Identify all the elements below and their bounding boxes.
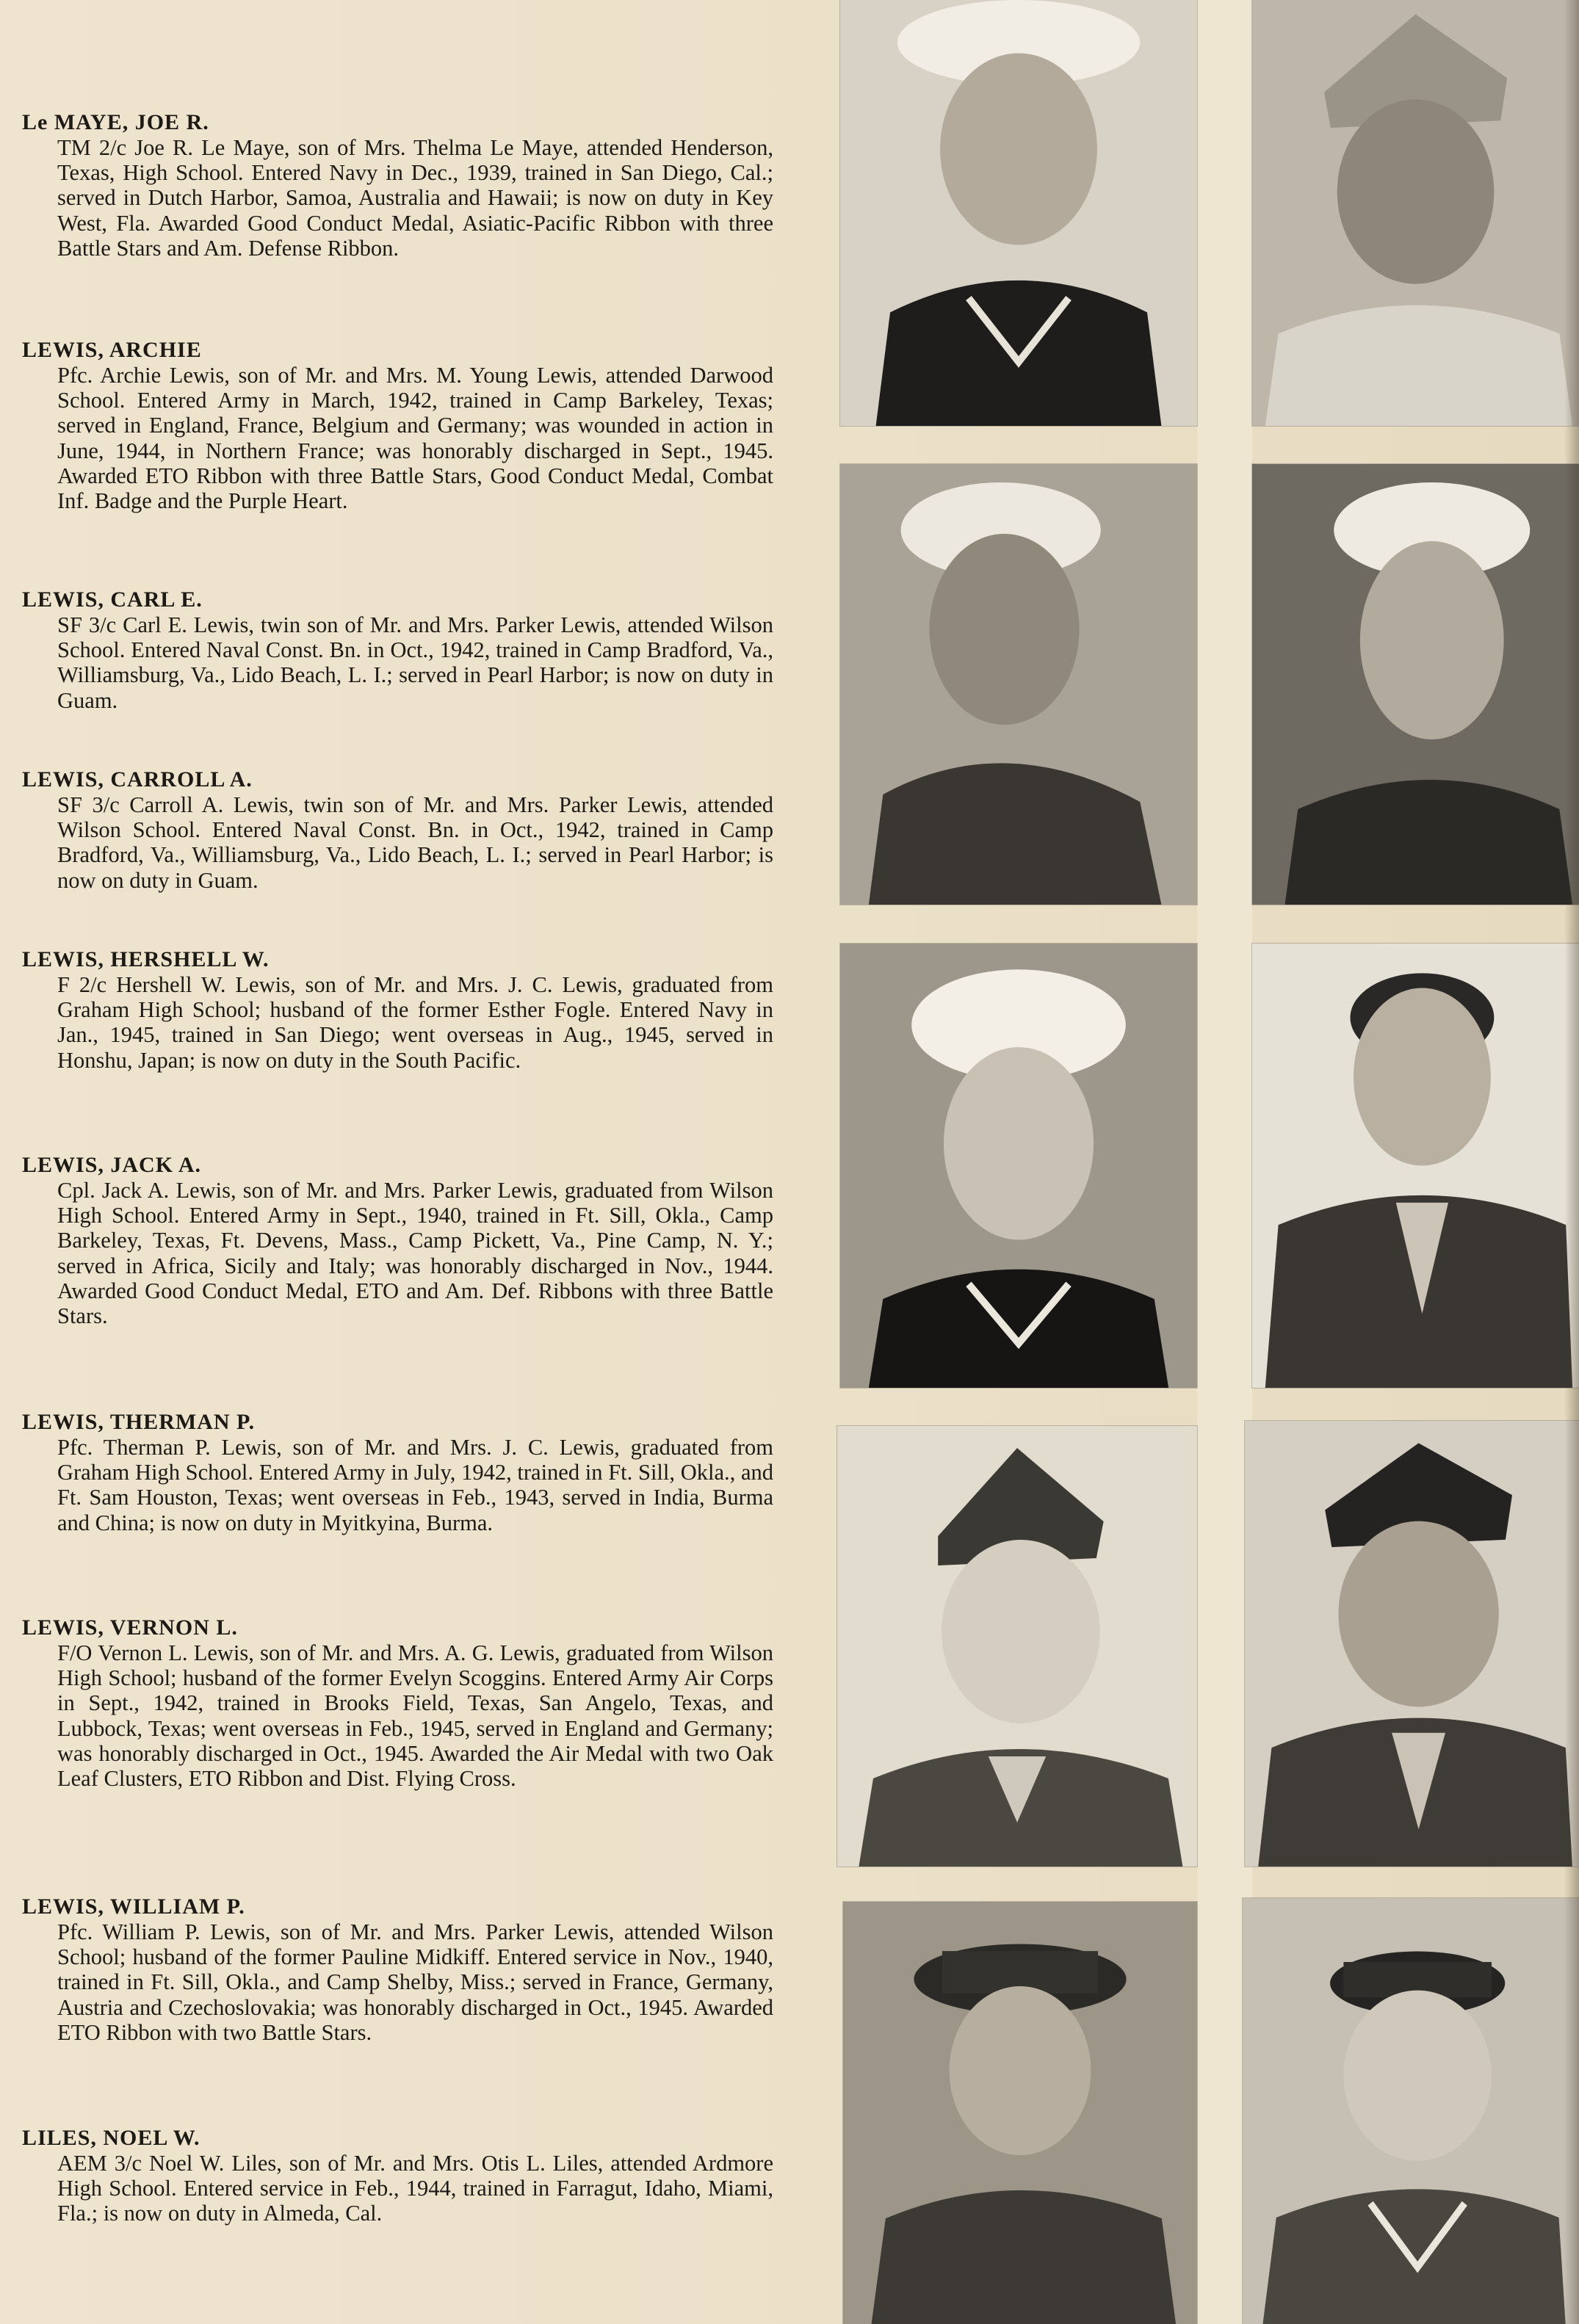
portrait-photo-liles-noel [1243, 1898, 1579, 2324]
soldier-portrait-icon [1245, 1421, 1579, 1867]
entry-body: F 2/c Hershell W. Lewis, son of Mr. and Mrs. J. C. Lewis, graduated from Graham High School; husband of the former Esther Fogle. Entered Navy in Jan., 1945, trained in San Diego; went overseas in Aug., 1945, served in Honshu, Japan; is now on duty in the South Pacific. [57, 972, 773, 1073]
portrait-photo-lewis-carroll [1252, 464, 1579, 905]
entry-name: LEWIS, VERNON L. [22, 1615, 238, 1640]
page-spine-shadow [1564, 0, 1579, 2324]
portrait-photo-le-maye [840, 0, 1197, 426]
sailor-portrait-icon [840, 944, 1197, 1388]
entry-le-maye-joe [22, 110, 773, 261]
entry-lewis-carl [22, 587, 773, 713]
entry-body: SF 3/c Carroll A. Lewis, twin son of Mr. and Mrs. Parker Lewis, attended Wilson School. Entered Naval Const. Bn. in Oct., 1942, trained in Camp Bradford, Va., Williamsburg, Va., Lido Beach, L. I.; served in Pearl Harbor; is now on duty in Guam. [57, 792, 773, 893]
entry-body: Pfc. William P. Lewis, son of Mr. and Mrs. Parker Lewis, attended Wilson School; husband of the former Pauline Midkiff. Entered service in Nov., 1940, trained in Ft. Sill, Okla., and Camp Shelby, Miss.; served in France, Germany, Austria and Czechoslovakia; was honorably discharged in Oct., 1945. Awarded ETO Ribbon with two Battle Stars. [57, 1919, 773, 2045]
entry-lewis-vernon [22, 1615, 773, 1792]
portrait-photo-lewis-hershell [840, 944, 1197, 1388]
entry-name: LEWIS, CARROLL A. [22, 767, 253, 792]
portrait-photo-lewis-vernon [1245, 1421, 1579, 1867]
entry-name: LEWIS, JACK A. [22, 1153, 202, 1177]
entry-lewis-carroll [22, 767, 773, 893]
entry-body: Pfc. Therman P. Lewis, son of Mr. and Mrs. J. C. Lewis, graduated from Graham High School. Entered Army in July, 1942, trained in Ft. Sill, Okla., and Ft. Sam Houston, Texas; went overseas in Feb., 1943, served in India, Burma and China; is now on duty in Myitkyina, Burma. [57, 1435, 773, 1535]
entry-name: LEWIS, HERSHELL W. [22, 947, 270, 971]
portrait-photo-lewis-carl [840, 464, 1197, 905]
entry-lewis-hershell [22, 947, 773, 1073]
soldier-portrait-icon [1252, 0, 1579, 426]
entry-body: TM 2/c Joe R. Le Maye, son of Mrs. Thelma Le Maye, attended Henderson, Texas, High School. Entered Navy in Dec., 1939, trained in San Diego, Cal.; served in Dutch Harbor, Samoa, Australia and Hawaii; is now on duty in Key West, Fla. Awarded Good Conduct Medal, Asiatic-Pacific Ribbon with three Battle Stars and Am. Defense Ribbon. [57, 135, 773, 261]
sailor-portrait-icon [1252, 464, 1579, 905]
entry-lewis-jack [22, 1153, 773, 1329]
entry-lewis-william [22, 1894, 773, 2045]
entry-body: Pfc. Archie Lewis, son of Mr. and Mrs. M. Young Lewis, attended Darwood School. Entered Army in March, 1942, trained in Camp Barkeley, Texas; served in England, France, Belgium and Germany; was wounded in action in June, 1944, in Northern France; was honorably discharged in Sept., 1945. Awarded ETO Ribbon with three Battle Stars, Good Conduct Medal, Combat Inf. Badge and the Purple Heart. [57, 363, 773, 514]
entry-name: LILES, NOEL W. [22, 2126, 200, 2150]
soldier-portrait-icon [1252, 944, 1579, 1388]
portrait-photo-lewis-archie [1252, 0, 1579, 426]
entry-body: AEM 3/c Noel W. Liles, son of Mr. and Mrs. Otis L. Liles, attended Ardmore High School. Entered service in Feb., 1944, trained in Farragut, Idaho, Miami, Fla.; is now on duty in Almeda, Cal. [57, 2151, 773, 2226]
entry-body: Cpl. Jack A. Lewis, son of Mr. and Mrs. Parker Lewis, graduated from Wilson High School. Entered Army in Sept., 1940, trained in Ft. Sill, Okla., Camp Barkeley, Texas, Ft. Devens, Mass., Camp Pickett, Va., Pine Camp, N. Y.; served in Africa, Sicily and Italy; was honorably discharged in Nov., 1944. Awarded Good Conduct Medal, ETO and Am. Def. Ribbons with three Battle Stars. [57, 1178, 773, 1329]
soldier-portrait-icon [837, 1426, 1197, 1867]
entry-name: Le MAYE, JOE R. [22, 110, 209, 134]
entry-body: F/O Vernon L. Lewis, son of Mr. and Mrs. A. G. Lewis, graduated from Wilson High School; husband of the former Evelyn Scoggins. Entered Army Air Corps in Sept., 1942, trained in Brooks Field, Texas, San Angelo, Texas, and Lubbock, Texas; went overseas in Feb., 1945, served in England and Germany; was honorably discharged in Oct., 1945. Awarded the Air Medal with two Oak Leaf Clusters, ETO Ribbon and Dist. Flying Cross. [57, 1640, 773, 1792]
entry-name: LEWIS, CARL E. [22, 587, 203, 612]
entry-lewis-therman [22, 1410, 773, 1535]
sailor-portrait-icon [1243, 1898, 1579, 2324]
entry-liles-noel [22, 2126, 773, 2226]
entry-body: SF 3/c Carl E. Lewis, twin son of Mr. and Mrs. Parker Lewis, attended Wilson School. Entered Naval Const. Bn. in Oct., 1942, trained in Camp Bradford, Va., Williamsburg, Va., Lido Beach, L. I.; served in Pearl Harbor; is now on duty in Guam. [57, 612, 773, 713]
entry-name: LEWIS, WILLIAM P. [22, 1894, 245, 1919]
sailor-portrait-icon [840, 464, 1197, 905]
entry-name: LEWIS, THERMAN P. [22, 1410, 256, 1434]
portrait-photo-lewis-therman [837, 1426, 1197, 1867]
portrait-photo-lewis-william [843, 1902, 1197, 2324]
sailor-portrait-icon [840, 0, 1197, 426]
portrait-photo-lewis-jack [1252, 944, 1579, 1388]
soldier-portrait-icon [843, 1902, 1197, 2324]
entry-lewis-archie [22, 338, 773, 514]
entry-name: LEWIS, ARCHIE [22, 338, 202, 362]
